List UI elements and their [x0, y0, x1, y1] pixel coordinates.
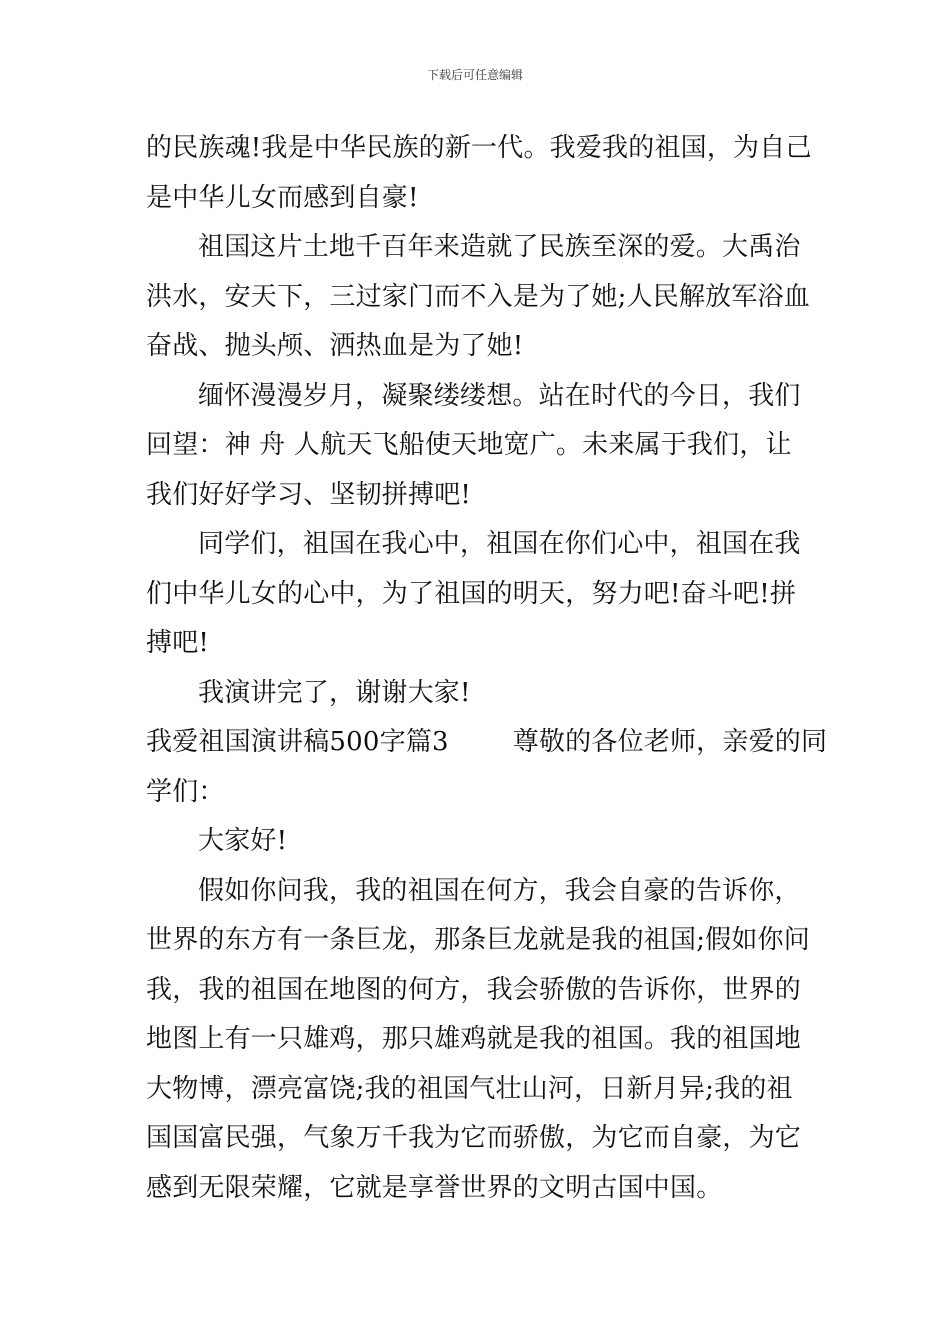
- text-line: 我们好好学习、坚韧拼搏吧!: [146, 479, 472, 510]
- text-line: 祖国这片土地千百年来造就了民族至深的爱。大禹治: [198, 232, 801, 262]
- salutation: 尊敬的各位老师，亲爱的同: [512, 727, 828, 757]
- text-line: 大物博，漂亮富饶;我的祖国气壮山河，日新月异;我的祖: [146, 1073, 793, 1104]
- text-line: 们中华儿女的心中，为了祖国的明天，努力吧!奋斗吧!拼: [146, 578, 797, 609]
- page-header: 下载后可任意编辑: [426, 68, 523, 82]
- text-line: 同学们，祖国在我心中，祖国在你们心中，祖国在我: [198, 529, 801, 559]
- text-line: 回望：神 舟 人航天飞船使天地宽广。未来属于我们，让: [146, 430, 792, 460]
- text-line: 我，我的祖国在地图的何方，我会骄傲的告诉你，世界的: [146, 974, 802, 1005]
- text-line: 大家好!: [198, 826, 288, 856]
- text-line: 洪水，安天下，三过家门而不入是为了她;人民解放军浴血: [146, 281, 810, 312]
- text-line: 奋战、抛头颅、洒热血是为了她!: [146, 331, 524, 361]
- text-line: 地图上有一只雄鸡，那只雄鸡就是我的祖国。我的祖国地: [146, 1024, 802, 1054]
- text-line: 缅怀漫漫岁月，凝聚缕缕想。站在时代的今日，我们: [198, 380, 801, 411]
- section-heading-line: [146, 718, 828, 768]
- document-body: [146, 124, 828, 1213]
- text-line: 世界的东方有一条巨龙，那条巨龙就是我的祖国;假如你问: [146, 925, 810, 955]
- text-line: 假如你问我，我的祖国在何方，我会自豪的告诉你，: [198, 875, 801, 906]
- text-line: 感到无限荣耀，它就是享誉世界的文明古国中国。: [146, 1172, 723, 1203]
- text-line: 学们：: [146, 776, 225, 807]
- text-line: 的民族魂!我是中华民族的新一代。我爱我的祖国，为自己: [146, 133, 812, 163]
- text-line: 是中华儿女而感到自豪!: [146, 182, 419, 213]
- section-heading: 我爱祖国演讲稿500字篇3: [146, 727, 449, 757]
- text-line: 搏吧!: [146, 628, 210, 658]
- text-line: 我演讲完了，谢谢大家!: [198, 677, 471, 708]
- text-line: 国国富民强，气象万千我为它而骄傲，为它而自豪，为它: [146, 1123, 802, 1153]
